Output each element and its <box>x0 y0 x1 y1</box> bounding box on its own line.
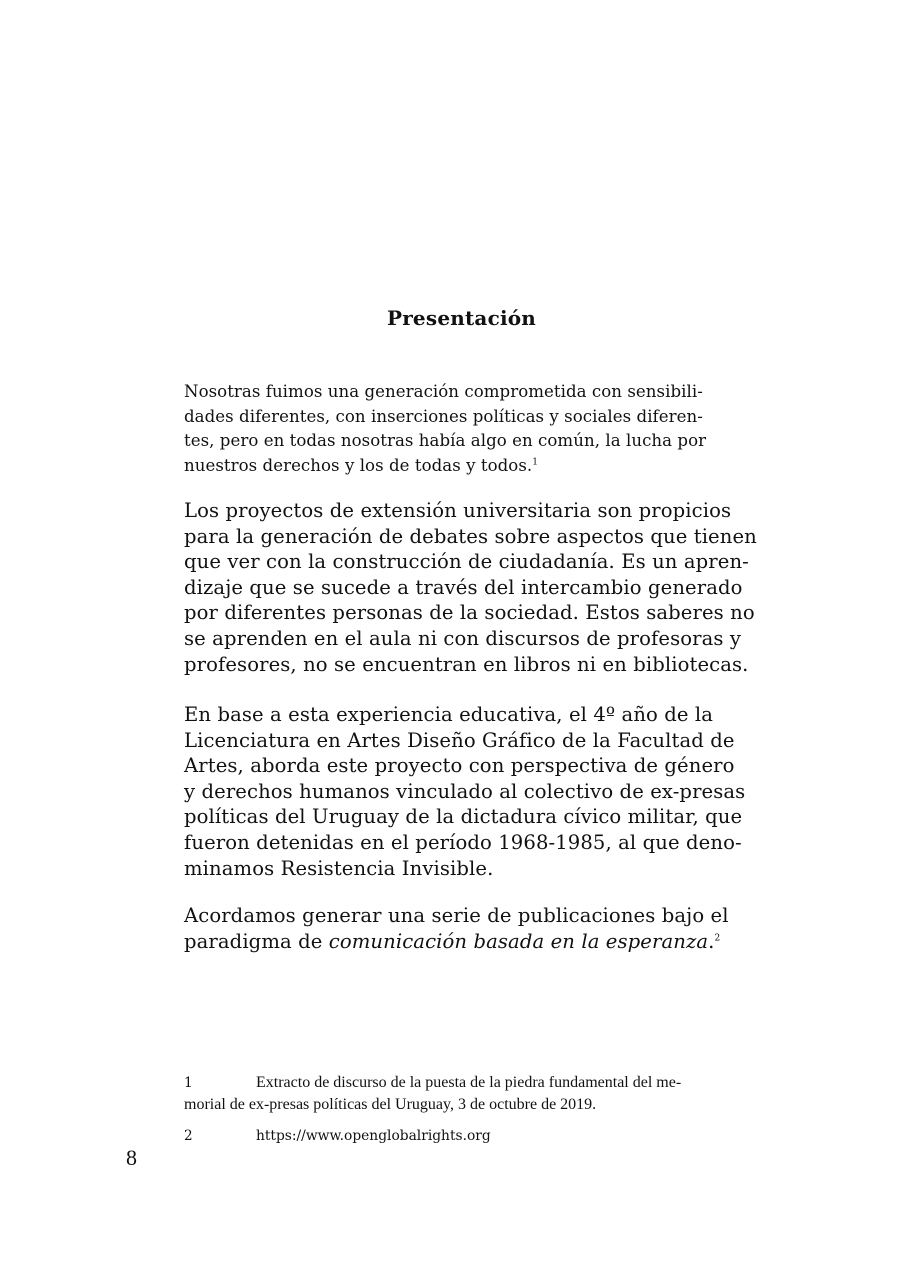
paragraph-line: En base a esta experiencia educativa, el 4º año de la <box>184 703 714 726</box>
footnote-2 <box>184 1125 764 1147</box>
footnote-line <box>184 1072 764 1094</box>
page-title: Presentación <box>386 306 537 330</box>
emphasis-text: comunicación basada en la esperanza <box>328 929 709 953</box>
paragraph-line: que ver con la construcción de ciudadanía. Es un apren- <box>184 550 749 574</box>
footnotes <box>184 1072 764 1147</box>
paragraph-line-suffix: . <box>708 929 715 953</box>
paragraph-line: dizaje que se sucede a través del intercambio generado <box>184 575 743 599</box>
paragraph-line: por diferentes personas de la sociedad. Estos saberes no <box>184 601 755 625</box>
paragraph-line: minamos Resistencia Invisible. <box>184 856 494 880</box>
paragraph-line: Licenciatura en Artes Diseño Gráfico de la Facultad de <box>184 728 735 752</box>
page-number: 8 <box>126 1145 137 1170</box>
paragraph-line: para la generación de debates sobre aspectos que tienen <box>184 524 757 548</box>
paragraph-line: y derechos humanos vinculado al colectivo de ex-presas <box>184 779 746 803</box>
paragraph-project <box>184 702 764 881</box>
intro-line: Nosotras fuimos una generación comprometida con sensibili- <box>184 382 703 401</box>
intro-line: tes, pero en todas nosotras había algo en común, la lucha por <box>184 431 707 451</box>
paragraph-line: políticas del Uruguay de la dictadura cívico militar, que <box>184 805 743 829</box>
paragraph-line <box>184 929 764 955</box>
paragraph-line: Los proyectos de extensión universitaria son propicios <box>184 499 732 522</box>
footnote-1 <box>184 1072 764 1115</box>
paragraph-line: Artes, aborda este proyecto con perspectiva de género <box>184 754 735 778</box>
paragraph-line: se aprenden en el aula ni con discursos de profesoras y <box>184 626 742 650</box>
footnote-number: 1 <box>184 1075 193 1091</box>
intro-line <box>184 454 764 479</box>
footnote-number: 2 <box>184 1128 193 1144</box>
paragraph-publications <box>184 903 764 954</box>
intro-line: dades diferentes, con inserciones políticas y sociales diferen- <box>184 406 703 426</box>
footnote-text: Extracto de discurso de la puesta de la piedra fundamental del me- <box>256 1074 682 1091</box>
footnote-ref-1[interactable]: 1 <box>532 457 539 468</box>
paragraph-line: profesores, no se encuentran en libros ni en bibliotecas. <box>184 652 749 676</box>
intro-paragraph <box>184 380 764 478</box>
footnote-link[interactable]: https://www.openglobalrights.org <box>256 1128 491 1144</box>
footnote-ref-2[interactable]: 2 <box>714 933 721 944</box>
paragraph-extension <box>184 498 764 677</box>
paragraph-line: fueron detenidas en el período 1968-1985, al que deno- <box>184 830 742 854</box>
intro-line-text: nuestros derechos y los de todas y todos. <box>184 455 533 475</box>
footnote-line: morial de ex-presas políticas del Uruguay, 3 de octubre de 2019. <box>184 1096 597 1113</box>
paragraph-line-prefix: paradigma de <box>184 929 329 953</box>
paragraph-line: Acordamos generar una serie de publicaciones bajo el <box>184 904 729 927</box>
